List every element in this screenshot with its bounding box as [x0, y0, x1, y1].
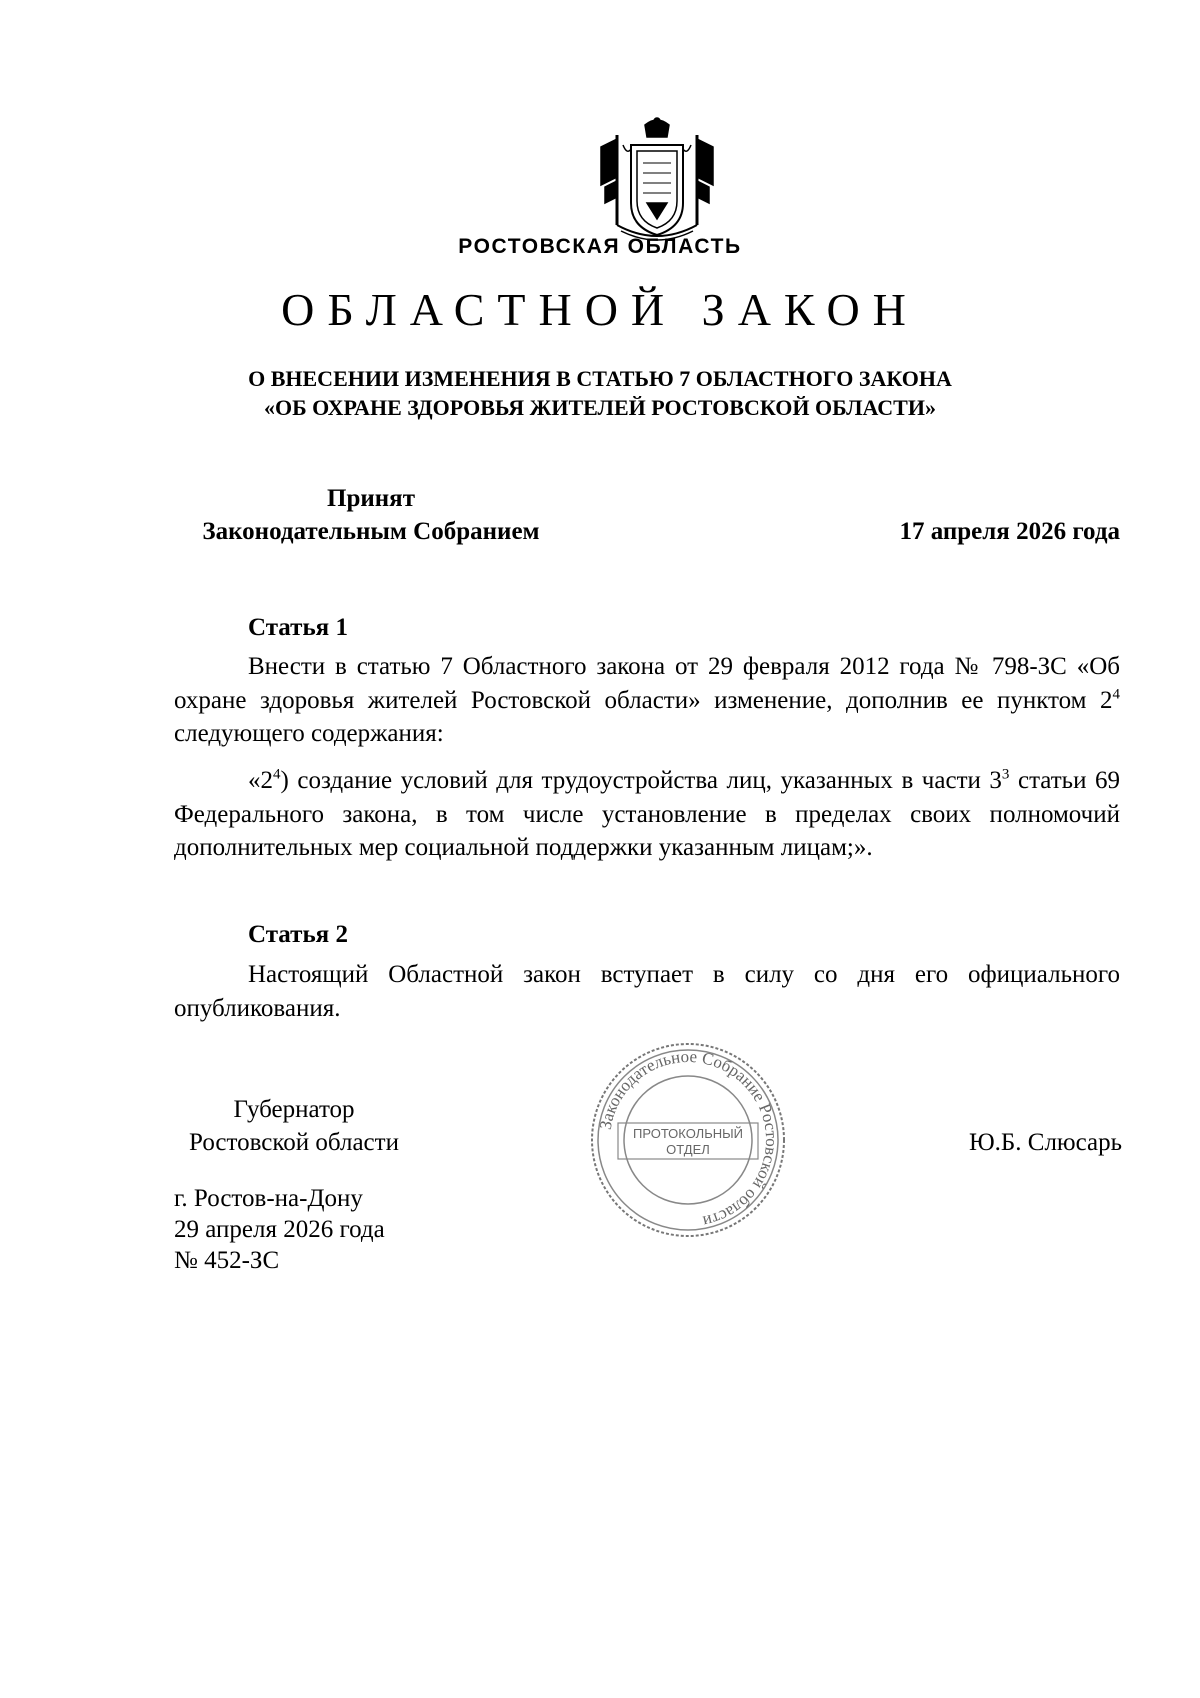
- law-title-line1: О ВНЕСЕНИИ ИЗМЕНЕНИЯ В СТАТЬЮ 7 ОБЛАСТНОГО ЗАКОНА: [248, 366, 952, 391]
- signer-name: Ю.Б. Слюсарь: [968, 1129, 1122, 1156]
- law-number: № 452-ЗС: [174, 1247, 280, 1274]
- article-1-paragraph-2: [174, 764, 1120, 865]
- amendment-text-b: ) создание условий для трудоустройства лиц, указанных в части 3: [280, 767, 1002, 794]
- article-1-paragraph-1: [174, 650, 1120, 751]
- position-line1: Губернатор: [233, 1096, 355, 1123]
- adoption-info: [176, 482, 566, 548]
- official-stamp: [588, 1040, 788, 1240]
- article-1-text-a: Внести в статью 7 Областного закона от 29 февраля 2012 года № 798-ЗС «Об охране здоровья жителей Ростовской области» изменение, дополнив ее пунктом 2: [174, 653, 1120, 714]
- amendment-superscript-1: 4: [273, 766, 281, 783]
- article-1-text-b: следующего содержания:: [174, 720, 444, 747]
- document-type: ОБЛАСТНОЙ ЗАКОН: [281, 284, 919, 335]
- signatory-position: [174, 1093, 414, 1159]
- stamp-inner-line2: ОТДЕЛ: [666, 1142, 710, 1157]
- adoption-date: 17 апреля 2026 года: [899, 518, 1120, 545]
- law-title-line2: «ОБ ОХРАНЕ ЗДОРОВЬЯ ЖИТЕЛЕЙ РОСТОВСКОЙ ОБЛАСТИ»: [264, 395, 936, 420]
- article-1-superscript: 4: [1112, 686, 1120, 703]
- position-line2: Ростовской области: [189, 1129, 399, 1156]
- stamp-inner-line1: ПРОТОКОЛЬНЫЙ: [632, 1126, 744, 1141]
- stamp-outer-text: Законодательное Собрание Ростовской области: [595, 1046, 782, 1232]
- amendment-text-c: статьи 69 Федерального закона, в том числе установление в пределах своих полномочий дополнительных мер социальной поддержки указанным лицам;».: [174, 767, 1120, 861]
- article-2-heading: Статья 2: [248, 921, 348, 948]
- article-1-heading: Статья 1: [248, 614, 348, 641]
- issue-date: 29 апреля 2026 года: [174, 1216, 385, 1243]
- amendment-text-a: «2: [248, 767, 273, 794]
- adopted-by: Законодательным Собранием: [202, 518, 540, 545]
- issue-place: г. Ростов-на-Дону: [174, 1185, 363, 1212]
- coat-of-arms-icon: [587, 115, 727, 247]
- amendment-superscript-2: 3: [1001, 766, 1010, 783]
- adopted-label: Принят: [327, 485, 415, 512]
- article-2-paragraph: Настоящий Областной закон вступает в силу со дня его официального опубликования.: [174, 961, 1120, 1022]
- law-title: [0, 364, 1200, 422]
- region-name: РОСТОВСКАЯ ОБЛАСТЬ: [458, 235, 742, 258]
- issue-details: [174, 1183, 385, 1276]
